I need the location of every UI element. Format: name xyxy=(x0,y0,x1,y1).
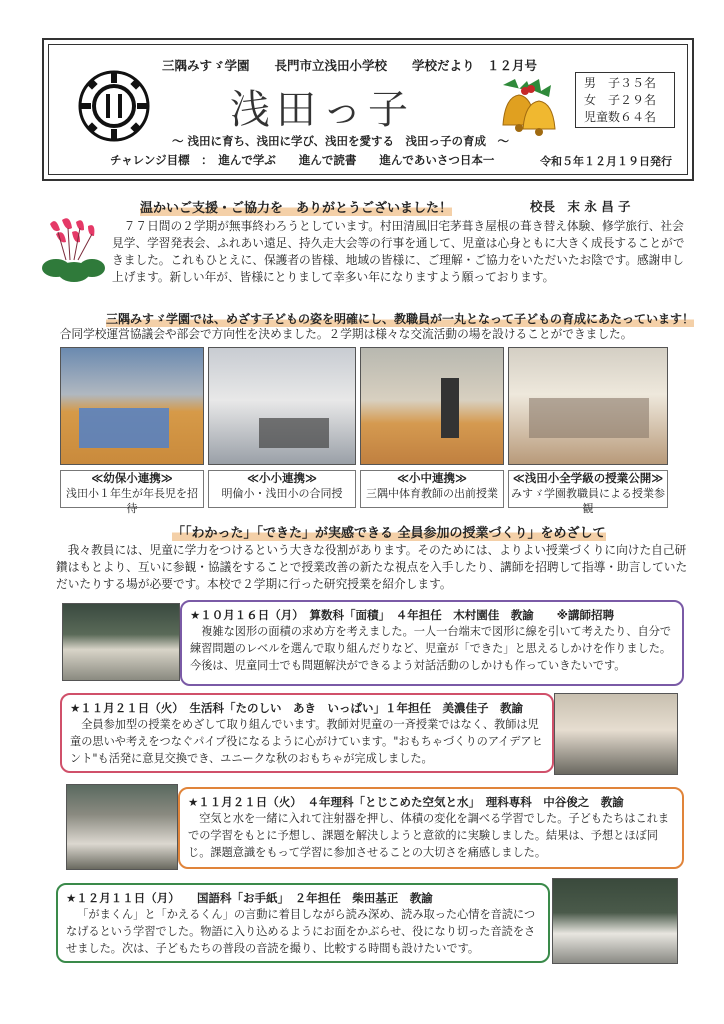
stat-total: 児童数６４名 xyxy=(584,110,657,124)
stat-girls: 女 子２９名 xyxy=(584,93,657,107)
newsletter-subtitle: ～ 浅田に育ち、浅田に学び、浅田を愛する 浅田っ子の育成 ～ xyxy=(172,134,510,148)
student-count-box xyxy=(575,72,675,128)
lesson-card-title: ★１１月２１日（火） 生活科「たのしい あき いっぱい」１年担任 美濃佳子 教諭 xyxy=(70,701,524,715)
caption-elementary xyxy=(208,470,356,508)
lesson-card-life xyxy=(60,693,554,773)
lesson-card-title: ★１０月１６日（月） 算数科「面積」 ４年担任 木村園佳 教諭 ※講師招聘 xyxy=(190,608,614,622)
caption-title: ≪小中連携≫ xyxy=(396,471,468,485)
lesson-card-body xyxy=(188,810,674,861)
lesson-card-title: ★１２月１１日（月） 国語科「お手紙」 ２年担任 柴田基正 教諭 xyxy=(66,891,433,905)
lesson-card-body xyxy=(66,906,540,957)
photo-science-lesson xyxy=(66,784,178,870)
lesson-card-title: ★１１月２１日（火） ４年理科「とじこめた空気と水」 理科専科 中谷俊之 教諭 xyxy=(188,795,624,809)
lesson-card-science xyxy=(178,787,684,869)
thanks-heading: 温かいご支援・ご協力を ありがとうございました！ xyxy=(140,197,452,216)
newsletter-title: 浅田っ子 xyxy=(230,87,414,133)
caption-desc: 明倫小・浅田小の合同授 xyxy=(221,487,343,500)
caption-kindergarten xyxy=(60,470,204,515)
photo-math-lesson xyxy=(62,603,180,681)
caption-title: ≪小小連携≫ xyxy=(246,471,318,485)
lesson-card-math xyxy=(180,600,684,686)
photo-japanese-lesson xyxy=(552,878,678,964)
caption-desc: みすゞ学園教職員による授業参観 xyxy=(511,487,665,515)
stat-boys: 男 子３５名 xyxy=(584,76,657,90)
caption-desc: 三隅中体育教師の出前授業 xyxy=(366,487,498,500)
photo-open-class xyxy=(508,347,668,465)
lesson-card-japanese xyxy=(56,883,550,963)
caption-junior-high xyxy=(360,470,504,508)
photo-elementary-joint xyxy=(208,347,356,465)
caption-desc: 浅田小１年生が年長児を招待 xyxy=(66,487,198,515)
christmas-bells-icon xyxy=(495,75,560,140)
school-line: 三隅みすゞ学園 長門市立浅田小学校 学校だより １２月号 xyxy=(162,58,538,73)
lessons-body-text: 我々教員には、児童に学力をつけるという大きな役割があります。そのためには、よりよい授業づくりに向けた自己研鑽はもとより、互いに参観・協議をすることで授業改善の新たな視点を入手したり、講師を招聘して指導・助言していただいたりする場が必要です。本校で２学期に行った研究授業を紹介します。 xyxy=(56,543,688,591)
lessons-heading: 「「わかった」「できた」が実感できる 全員参加の授業づくり」をめざして xyxy=(172,522,606,541)
caption-title: ≪幼保小連携≫ xyxy=(91,471,173,485)
photo-life-lesson xyxy=(554,693,678,775)
challenge-goals: チャレンジ目標 ： 進んで学ぶ 進んで読書 進んであいさつ日本一 xyxy=(110,153,495,167)
issue-date: 令和５年１２月１９日発行 xyxy=(540,155,672,168)
lesson-card-text: 「がまくん」と「かえるくん」の言動に着目しながら読み深め、読み取った心情を音読につなげるという学習でした。物語に入り込めるようにお面をかぶらせ、役になり切った音読をさせました。次は、子どもたちの普段の音読を撮り、比較する時間も設けたいです。 xyxy=(66,908,536,955)
principal-name: 校長 末 永 昌 子 xyxy=(530,199,631,214)
lesson-card-text: 複雑な図形の面積の求め方を考えました。一人一台端末で図形に線を引いて考えたり、自分で練習問題のレベルを選んで取り組んだりなど、児童が「できた」と思えるしかけを作りました。今後は、児童同士でも問題解決ができるよう対話活動のしかけも作っていきたいです。 xyxy=(190,625,672,672)
lessons-paragraph xyxy=(56,542,696,593)
cyclamen-flower-icon xyxy=(38,216,108,288)
caption-title: ≪浅田小全学級の授業公開≫ xyxy=(512,471,664,485)
caption-open-class xyxy=(508,470,668,515)
thanks-body-text: ７７日間の２学期が無事終わろうとしています。村田清風旧宅茅葺き屋根の葺き替え体験、修学旅行、社会見学、学習発表会、ふれあい遠足、持久走大会等の行事を通して、児童は心身ともに大きく成長することができました。これもひとえに、保護者の皆様、地域の皆様に、ご理解・ご協力をいただいたお陰です。感謝申し上げます。新しい年が、皆様にとりまして幸多い年になりますよう願っております。 xyxy=(112,219,685,284)
collab-paragraph xyxy=(48,326,698,343)
lesson-card-body xyxy=(190,623,674,674)
photo-kindergarten xyxy=(60,347,204,465)
lesson-card-text: 空気と水を一緒に入れて注射器を押し、体積の変化を調べる学習でした。子どもたちはこれまでの学習をもとに予想し、課題を解決しようと意欲的に実験しました。結果は、予想とほぼ同じ。課題意識をもって学習に参加させることの大切さを痛感しました。 xyxy=(188,812,670,859)
school-emblem-icon xyxy=(78,70,150,142)
thanks-paragraph xyxy=(112,218,690,286)
collab-heading: 三隅みすゞ学園では、めざす子どもの姿を明確にし、教職員が一丸となって子どもの育成にあたっています！ xyxy=(106,312,695,326)
lesson-card-text: 全員参加型の授業をめざして取り組んでいます。教師対児童の一斉授業ではなく、教師は児童の思いや考えをつなぐパイプ役になるように心がけています。"おもちゃづくりのアイデアヒント"も活発に意見交換でき、ユニークな秋のおもちゃが完成しました。 xyxy=(70,718,543,765)
lesson-card-body xyxy=(70,716,544,767)
photo-junior-high xyxy=(360,347,504,465)
collab-body-text: 合同学校運営協議会や部会で方向性を決めました。２学期は様々な交流活動の場を設けることができました。 xyxy=(59,327,633,341)
